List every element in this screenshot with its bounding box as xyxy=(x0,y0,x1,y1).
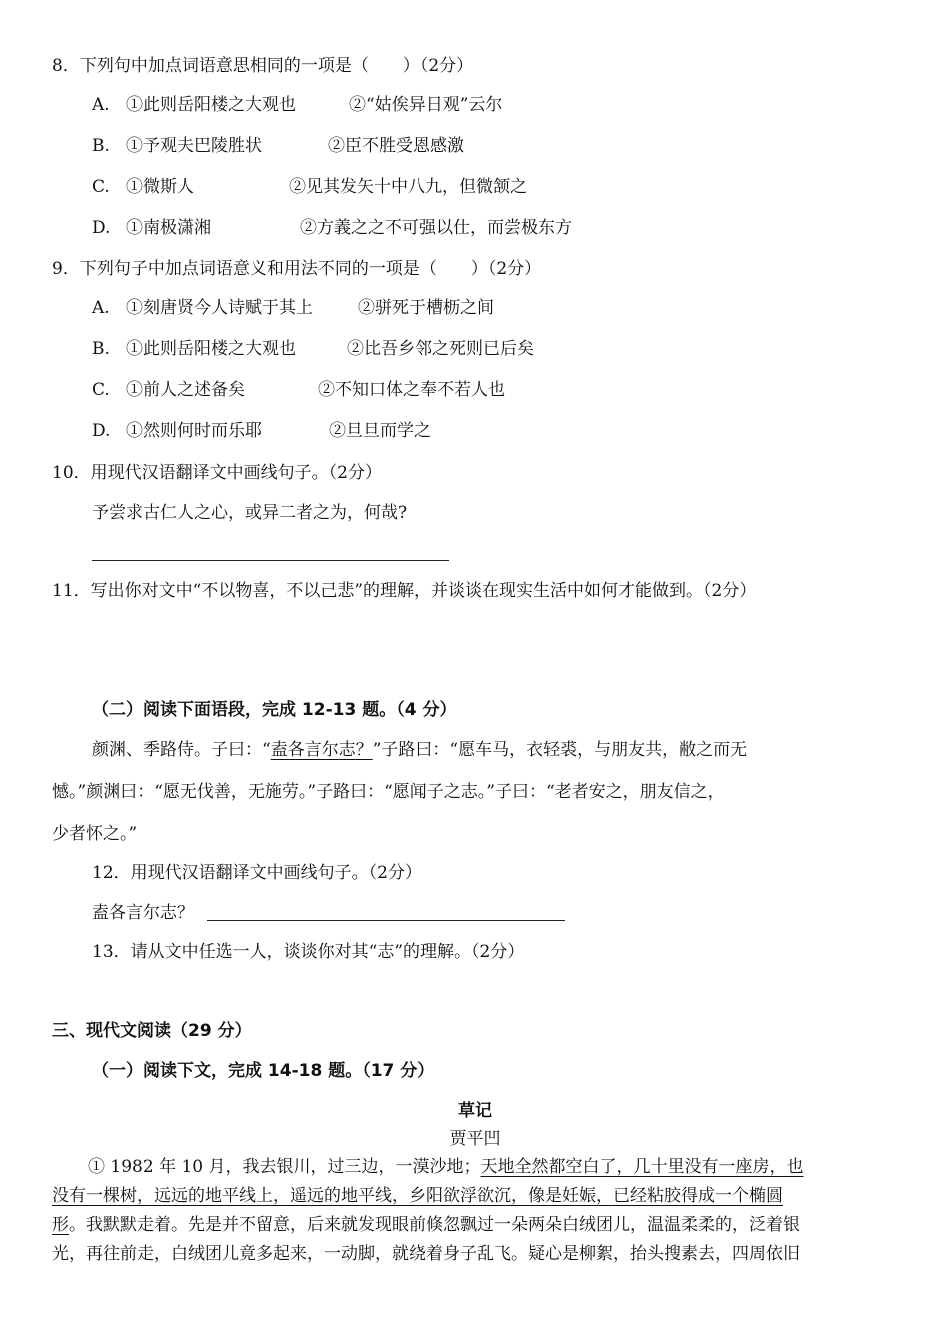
q12-sentence: 盍各言尔志？ xyxy=(92,903,194,923)
section3-subheading: （一）阅读下文，完成 14-18 题。（17 分） xyxy=(92,1061,435,1081)
q9-option-a xyxy=(92,297,892,319)
q9-stem: 9．下列句子中加点词语意义和用法不同的一项是（ ）（2分） xyxy=(52,259,542,279)
passage-text: ”子路曰：“愿车马，衣轻裘，与朋友共，敝之而无 xyxy=(372,740,748,760)
article-line-1 xyxy=(52,1156,897,1178)
option-part-2: ②不知口体之奉不若人也 xyxy=(318,380,505,400)
section2-paragraph-line-1 xyxy=(52,739,897,768)
q10-sentence: 予尝求古仁人之心，或异二者之为，何哉? xyxy=(92,503,408,523)
option-part-2: ②臣不胜受恩感激 xyxy=(328,136,464,156)
option-part-1: ①前人之述备矣 xyxy=(126,380,245,400)
q8-option-d xyxy=(92,217,892,239)
q9-option-d xyxy=(92,420,892,442)
option-part-2: ②见其发矢十中八九，但微颔之 xyxy=(289,177,527,197)
article-text: ① 1982 年 10 月，我去银川，过三边，一漠沙地； xyxy=(88,1157,481,1177)
option-label: A. xyxy=(92,95,110,115)
underlined-text: 形 xyxy=(52,1215,69,1235)
article-title: 草记 xyxy=(458,1101,492,1121)
q8-option-b xyxy=(92,135,892,157)
q9-option-b xyxy=(92,338,892,360)
option-part-1: ①予观夫巴陵胜状 xyxy=(126,136,262,156)
article-line-2: 没有一棵树，远远的地平线上，遥远的地平线，乡阳欲浮欲沉，像是妊娠，已经粘胶得成一个椭圆 xyxy=(52,1186,783,1206)
option-part-1: ①此则岳阳楼之大观也 xyxy=(126,95,296,115)
q8-stem: 8．下列句中加点词语意思相同的一项是（ ）（2分） xyxy=(52,56,474,76)
section2-heading: （二）阅读下面语段，完成 12-13 题。（4 分） xyxy=(92,700,457,720)
option-label: B. xyxy=(92,339,110,359)
option-label: C. xyxy=(92,177,110,197)
option-part-1: ①此则岳阳楼之大观也 xyxy=(126,339,296,359)
option-part-1: ①微斯人 xyxy=(126,177,194,197)
option-part-1: ①然则何时而乐耶 xyxy=(126,421,262,441)
option-part-2: ②骈死于槽枥之间 xyxy=(358,298,494,318)
q8-option-a xyxy=(92,94,892,116)
section3-heading: 三、现代文阅读（29 分） xyxy=(52,1021,252,1041)
option-part-1: ①刻唐贤今人诗赋于其上 xyxy=(126,298,313,318)
option-part-2: ②比吾乡邻之死则已后矣 xyxy=(347,339,534,359)
q13-stem: 13．请从文中任选一人，谈谈你对其“志”的理解。（2分） xyxy=(92,942,525,962)
underlined-text: 天地全然都空白了，几十里没有一座房，也 xyxy=(480,1157,804,1177)
article-author: 贾平凹 xyxy=(449,1129,501,1149)
article-line-4: 光，再往前走，白绒团儿竟多起来，一动脚，就绕着身子乱飞。疑心是柳絮，抬头搜素去，四周依旧 xyxy=(52,1244,800,1264)
option-part-1: ①南极潇湘 xyxy=(126,218,211,238)
q11-stem: 11．写出你对文中“不以物喜，不以己悲”的理解，并谈谈在现实生活中如何才能做到。（2分） xyxy=(52,581,757,601)
section2-paragraph-line-3: 少者怀之。” xyxy=(52,824,138,844)
q9-option-c xyxy=(92,379,892,401)
option-label: C. xyxy=(92,380,110,400)
section2-paragraph-line-2: 憾。”颜渊曰：“愿无伐善，无施劳。”子路曰：“愿闻子之志。”子曰：“老者安之，朋友信之， xyxy=(52,782,725,802)
q10-answer-line[interactable] xyxy=(92,560,449,561)
q12-stem: 12．用现代汉语翻译文中画线句子。（2分） xyxy=(92,863,422,883)
option-part-2: ②“姑俟异日观”云尔 xyxy=(349,95,503,115)
article-line-3 xyxy=(52,1214,897,1236)
article-text: 。我默默走着。先是并不留意，后来就发现眼前倏忽飘过一朵两朵白绒团儿，温温柔柔的，泛着银 xyxy=(69,1215,800,1235)
option-part-2: ②方義之之不可强以仕，而尝极东方 xyxy=(300,218,572,238)
option-label: B. xyxy=(92,136,110,156)
q8-option-c xyxy=(92,176,892,198)
q10-stem: 10．用现代汉语翻译文中画线句子。（2分） xyxy=(52,463,382,483)
option-label: D. xyxy=(92,218,111,238)
q12-answer-line[interactable] xyxy=(207,920,565,921)
option-label: D. xyxy=(92,421,111,441)
passage-text: 颜渊、季路侍。子曰：“ xyxy=(92,740,271,760)
option-label: A. xyxy=(92,298,110,318)
underlined-sentence: 盍各言尔志？ xyxy=(270,740,373,760)
option-part-2: ②旦旦而学之 xyxy=(329,421,431,441)
